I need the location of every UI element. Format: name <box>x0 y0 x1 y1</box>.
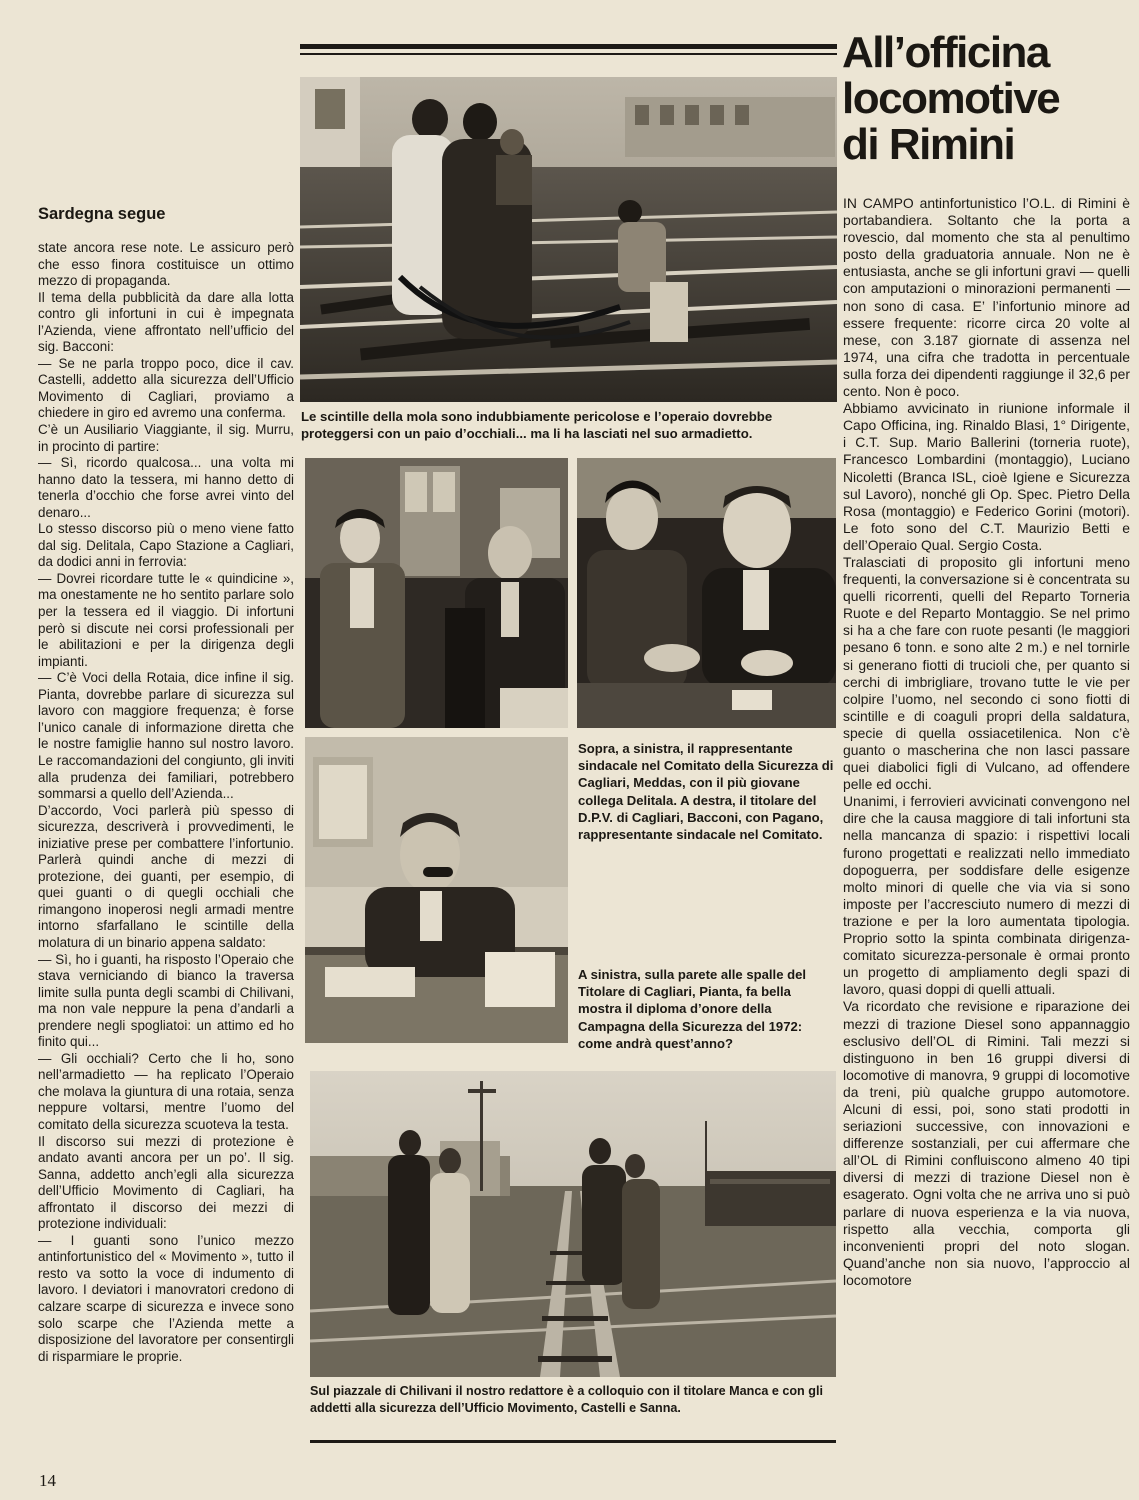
paragraph: — C’è Voci della Rotaia, dice infine il sig. Pianta, dovrebbe parlare di sicurezza sul lavoro con maggiore frequenza; è forse l’unico canale di informazione diretta che le nostre famiglie hanno sul nostro lavoro. Le raccomandazioni del congiunto, gli inviti alla prudenza dei familiari, potrebbero sommarsi a quello dell’Azienda... <box>38 670 294 802</box>
headline-line: locomotive <box>842 74 1060 123</box>
paragraph: state ancora rese note. Le assicuro però che esso finora costituisce un ottimo mezzo di propaganda. <box>38 240 294 289</box>
caption-rule <box>310 1440 836 1443</box>
header-rule-thin <box>300 53 837 55</box>
paragraph: Lo stesso discorso più o meno viene fatto dal sig. Delitala, Capo Stazione a Cagliari, da dodici anni in ferrovia: <box>38 521 294 570</box>
photo-chilivani-yard <box>310 1071 836 1377</box>
paragraph: D’accordo, Voci parlerà più spesso di sicurezza, descriverà i provvedimenti, le iniziative prese per combattere l’infortunio. Parlerà quindi anche di mezzi di protezione, dei guanti, per esempio, di quei guanti o di quegli occhiali che rimangono inoperosi negli armadi mentre intorno sfarfallano le scintille della molatura di un binario appena saldato: <box>38 802 294 950</box>
paragraph: Va ricordato che revisione e riparazione dei mezzi di trazione Diesel sono appannaggio esclusivo dell’OL di Rimini. Tali mezzi si distinguono in ben 16 gruppi diversi di locomotive di manovra, 9 gruppi di locomotive da treni, più qualche gruppo automotore. Alcuni di essi, poi, sono stati prodotti in seriazioni successive, con innovazioni e differenze sostanziali, per cui affermare che all’OL di Rimini confluiscono almeno 40 tipi diversi di mezzi di trazione Diesel non è esagerato. Ogni volta che ne arriva uno si può parlare di nuova esperienza e la via nuova, rispetto alla vecchia, comporta gli inconvenienti propri del noto slogan. Quand’anche non sia nuovo, l’approccio al locomotore <box>843 998 1130 1288</box>
headline-line: All’officina <box>842 28 1049 77</box>
paragraph: — Gli occhiali? Certo che li ho, sono nell’armadietto — ha replicato l’Operaio che molava la giuntura di una rotaia, senza neppure voltarsi, mentre l’uomo del comitato della sicurezza scuoteva la testa. <box>38 1050 294 1132</box>
paragraph: Abbiamo avvicinato in riunione informale il Capo Officina, ing. Rinaldo Blasi, 1° Dirigente, i C.T. Sup. Mario Ballerini (torneria ruote), Francesco Lombardini (montaggio), Luciano Nicoletti (Branca ISL, cioè Igiene e Sicurezza sul Lavoro), nonché gli Op. Spec. Pietro Della Rosa (montaggio) e Federico Gorini (motori). Le foto sono del C.T. Maurizio Betti e dell’Operaio Qual. Sergio Costa. <box>843 400 1130 553</box>
paragraph: Tralasciati di proposito gli infortuni meno frequenti, la conversazione si è concentrata su quelli ricorrenti, quelli del Reparto Torneria Ruote e del Reparto Montaggio. Se nel primo si ha a che fare con ruote pesanti (le maggiori pesano 6 tonn. e sono alte 2 m.) e nel tornirle si generano fiotti di trucioli che, per quanto si cerchi di imbrigliare, trovano tutte le vie per colpire l’uomo, nel secondo ci sono fiotti di scintille e di coaguli propri della saldatura, specie di quella ossiacetilenica. Non c’è guanto o mascherina che non lasci passare quei diabolici figli di Vulcano, ad offendere pelle ed occhi. <box>843 553 1130 793</box>
photo-track-work <box>300 77 837 402</box>
paragraph: Il discorso sui mezzi di protezione è andato avanti ancora per un po’. Il sig. Sanna, addetto anch’egli alla sicurezza dell’Ufficio Movimento di Cagliari, ha affrontato il discorso dei mezzi di protezione individuali: <box>38 1133 294 1232</box>
article-headline <box>842 30 1134 168</box>
paragraph: Il tema della pubblicità da dare alla lotta contro gli infortuni in cui è impegnata l’Azienda, viene affrontato nell’ufficio del sig. Bacconi: <box>38 289 294 355</box>
photo-meeting-bacconi-pagano <box>577 458 836 728</box>
left-column-text <box>38 240 294 1365</box>
caption-yard: Sul piazzale di Chilivani il nostro redattore è a colloquio con il titolare Manca e con gli addetti alla sicurezza dell’Ufficio Movimento, Castelli e Sanna. <box>310 1384 823 1416</box>
photo-office-pianta <box>305 737 568 1043</box>
paragraph: — Sì, ricordo qualcosa... una volta mi hanno dato la tessera, mi hanno detto di tenerla d’occhio che forse avrei vinto del denaro... <box>38 455 294 520</box>
caption-office: A sinistra, sulla parete alle spalle del Titolare di Cagliari, Pianta, fa bella mostra il diploma d’onore della Campagna della Sicurezza del 1972: come andrà quest’anno? <box>578 967 807 1051</box>
headline-line: di Rimini <box>842 120 1015 169</box>
paragraph: C’è un Ausiliario Viaggiante, il sig. Murru, in procinto di partire: <box>38 422 294 454</box>
paragraph: Unanimi, i ferrovieri avvicinati convengono nel dire che la causa maggiore di tali infortuni sta nella mancanza di spazio: i rispettivi locali furono progettati e realizzati nello immediato dopoguerra, per soddisfare delle esigenze molto minori di quelle che via via si sono imposte per l’accresciuto numero di mezzi di trazione e per la loro aumentata tipologia. Proprio sotto la spinta combinata dirigenza-comitato sicurezza-personale è ormai pronto un progetto di ampliamento degli spazi di lavoro, quasi doppi di quelli attuali. <box>843 793 1130 998</box>
paragraph: — Sì, ho i guanti, ha risposto l’Operaio che stava verniciando di bianco la traversa limite sulla punta degli scambi di Chilivani, ma non vale neppure la pena d’andarli a prendere negli spogliatoi: un attimo ed ho finito qui... <box>38 951 294 1050</box>
caption-meetings: Sopra, a sinistra, il rappresentante sindacale nel Comitato della Sicurezza di Cagliari, Meddas, con il più giovane collega Delitala. A destra, il titolare del D.P.V. di Cagliari, Bacconi, con Pagano, rappresentante sindacale nel Comitato. <box>578 741 834 843</box>
paragraph: — Se ne parla troppo poco, dice il cav. Castelli, addetto alla sicurezza dell’Ufficio Movimento di Cagliari, proviamo a chiedere in giro ed avremo una conferma. <box>38 355 294 421</box>
section-title: Sardegna segue <box>38 205 166 223</box>
header-rule-thick <box>300 44 837 49</box>
right-column-text <box>843 195 1130 1289</box>
page-number: 14 <box>39 1471 56 1490</box>
paragraph: — I guanti sono l’unico mezzo antinfortunistico del « Movimento », tutto il resto va sotto la voce di indumento di lavoro. I deviatori i manovratori credono di calzare scarpe di sicurezza e invece sono solo scarpe che l’Azienda mette a disposizione del lavoratore per consentirgli di risparmiare le proprie. <box>38 1232 294 1364</box>
caption-track-work: Le scintille della mola sono indubbiamente pericolose e l’operaio dovrebbe proteggersi con un paio d’occhiali... ma li ha lasciati nel suo armadietto. <box>301 409 773 441</box>
photo-meeting-meddas-delitala <box>305 458 568 728</box>
paragraph: IN CAMPO antinfortunistico l’O.L. di Rimini è portabandiera. Soltanto che la porta a rovescio, dal momento che sta al penultimo posto della graduatoria annuale. Non ne è entusiasta, anche se gli infortuni gravi — quelli con amputazioni o minorazioni permanenti — non sono di casa. E’ l’infortunio minore ad essere frequente: ricorre circa 20 volte al mese, con 3.187 giornate di assenza nel 1974, una cifra che tradotta in percentuale sulla forza dei dipendenti raggiunge il 32,6 per cento. Non è poco. <box>843 195 1130 400</box>
paragraph: — Dovrei ricordare tutte le « quindicine », ma onestamente ne ho sentito parlare solo per la tessera ed il viaggio. Di infortuni però si discute nei corsi professionali per le abilitazioni e per la dirigenza degli impianti. <box>38 570 294 669</box>
